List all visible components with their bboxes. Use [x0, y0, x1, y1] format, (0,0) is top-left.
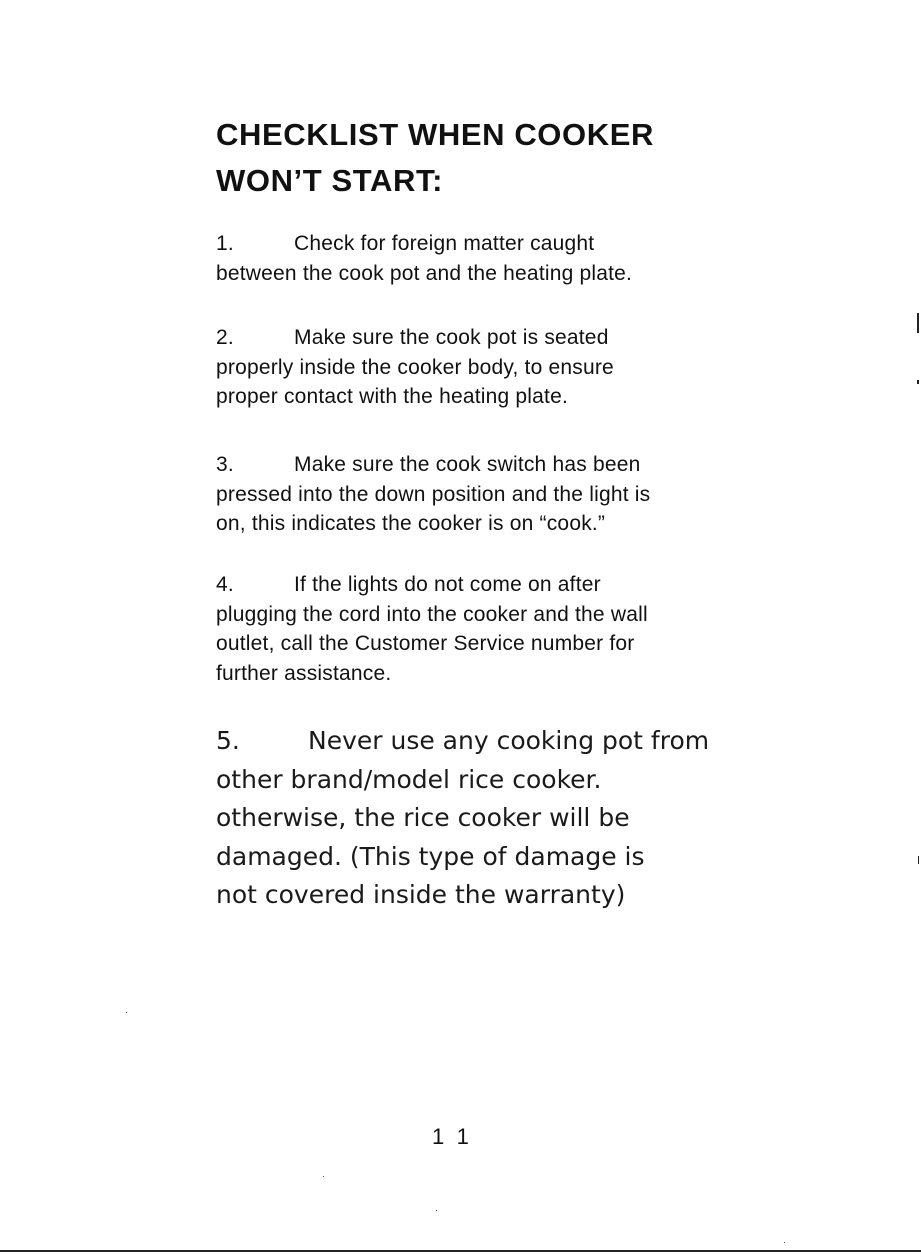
item-4-line-1: If the lights do not come on after	[294, 573, 601, 596]
item-5-line-5: not covered inside the warranty)	[216, 880, 626, 909]
item-2-number: 2.	[216, 326, 234, 349]
bottom-edge-line	[0, 1250, 921, 1252]
scan-speck	[784, 1242, 785, 1243]
page-title	[216, 112, 776, 204]
scan-speck	[323, 1176, 324, 1177]
item-2-first-line	[216, 323, 776, 353]
item-3-number: 3.	[216, 453, 234, 476]
item-1-number: 1.	[216, 232, 234, 255]
item-3-line-1: Make sure the cook switch has been	[294, 453, 641, 476]
item-5-line-2: other brand/model rice cooker.	[216, 764, 602, 794]
checklist-item-3	[216, 450, 776, 539]
checklist-item-2	[216, 323, 776, 412]
title-line-2: WON’T START:	[216, 163, 444, 198]
checklist-item-1	[216, 229, 776, 288]
item-2-line-3: proper contact with the heating plate.	[216, 385, 568, 408]
item-4-line-4: further assistance.	[216, 661, 392, 685]
item-1-first-line	[216, 229, 776, 259]
item-3-first-line	[216, 450, 776, 480]
scan-edge-mark	[917, 380, 919, 384]
item-5-line-4: damaged. (This type of damage is	[216, 841, 645, 871]
item-1-line-1: Check for foreign matter caught	[294, 232, 595, 255]
title-line-1: CHECKLIST WHEN COOKER	[216, 117, 654, 152]
scan-speck	[126, 1012, 127, 1013]
item-4-line-2: plugging the cord into the cooker and the wall	[216, 602, 648, 626]
page-number: 11	[432, 1124, 483, 1149]
item-5-line-1: Never use any cooking pot from	[308, 726, 710, 755]
item-2-line-2: properly inside the cooker body, to ensure	[216, 355, 614, 379]
item-5-line-3: otherwise, the rice cooker will be	[216, 803, 630, 832]
item-5-number: 5.	[216, 726, 240, 755]
item-4-number: 4.	[216, 573, 234, 596]
item-5-first-line	[216, 722, 776, 761]
scan-edge-mark	[918, 856, 919, 864]
scan-edge-mark	[917, 313, 919, 333]
item-2-line-1: Make sure the cook pot is seated	[294, 326, 609, 349]
item-4-first-line	[216, 570, 776, 600]
item-1-line-2: between the cook pot and the heating plate.	[216, 261, 633, 285]
item-3-line-2: pressed into the down position and the light is	[216, 482, 651, 506]
scan-speck	[436, 1210, 437, 1211]
item-4-line-3: outlet, call the Customer Service number for	[216, 632, 635, 655]
checklist-item-4	[216, 570, 776, 688]
item-3-line-3: on, this indicates the cooker is on “cook.”	[216, 512, 606, 535]
checklist-item-5	[216, 722, 776, 915]
